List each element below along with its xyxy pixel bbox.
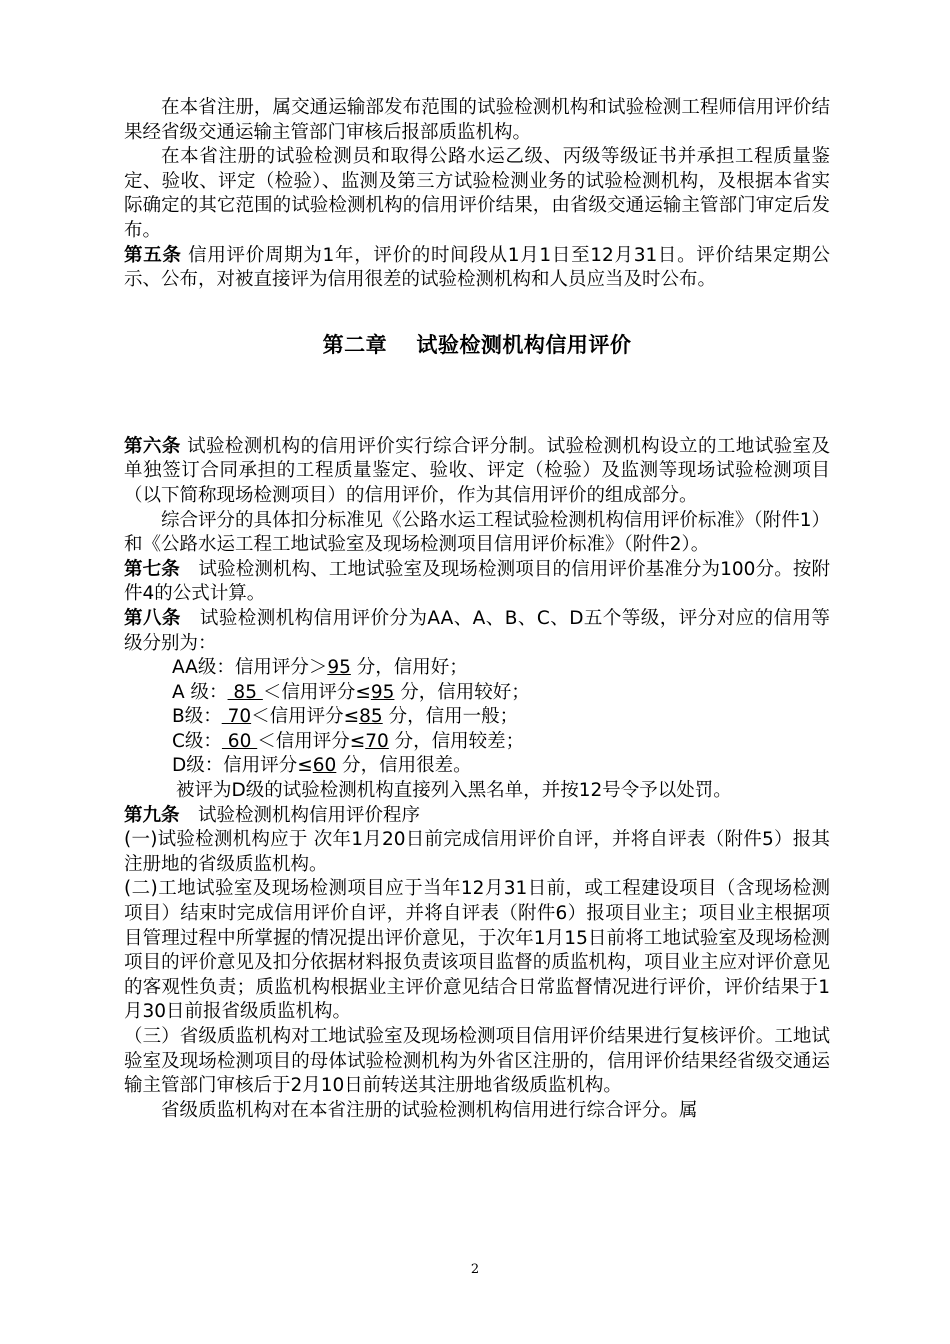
- level-c: C级： 60 ＜信用评分≤70 分，信用较差；: [172, 730, 525, 752]
- chapter-title: 第二章 试验检测机构信用评价: [322, 332, 632, 357]
- level-b: B级： 70＜信用评分≤85 分，信用一般；: [172, 706, 519, 728]
- article-5: [124, 244, 830, 293]
- article-8-text: 试验检测机构信用评价分为AA、A、B、C、D五个等级，评分对应的信用等级分别为：: [124, 607, 830, 654]
- article-8: [124, 607, 830, 656]
- article-6-text: 试验检测机构的信用评价实行综合评分制。试验检测机构设立的工地试验室及单独签订合同承担的工程质量鉴定、验收、评定（检验）及监测等现场试验检测项目（以下简称现场检测项目）的信用评价，作为其信用评价的组成部分。: [124, 435, 830, 506]
- article-6-label: 第六条: [124, 435, 181, 457]
- paragraph-scoring-standards: 综合评分的具体扣分标准见《公路水运工程试验检测机构信用评价标准》（附件1）和《公路水运工程工地试验室及现场检测项目信用评价标准》（附件2）。: [124, 509, 830, 556]
- paragraph-registration-province: 在本省注册的试验检测员和取得公路水运乙级、丙级等级证书并承担工程质量鉴定、验收、评定（检验）、监测及第三方试验检测业务的试验检测机构，及根据本省实际确定的其它范围的试验检测机构的信用评价结果，由省级交通运输主管部门审定后发布。: [124, 146, 830, 241]
- level-aa: AA级：信用评分＞95 分，信用好；: [172, 657, 468, 679]
- paragraph-comprehensive-scoring: 省级质监机构对在本省注册的试验检测机构信用进行综合评分。属: [161, 1099, 698, 1121]
- article-9: [124, 804, 830, 829]
- procedure-item-3: （三）省级质监机构对工地试验室及现场检测项目信用评价结果进行复核评价。工地试验室及现场检测项目的母体试验检测机构为外省区注册的，信用评价结果经省级交通运输主管部门审核后于2月10日前转送其注册地省级质监机构。: [124, 1026, 830, 1097]
- level-a: A 级： 85 ＜信用评分≤95 分，信用较好；: [172, 681, 530, 703]
- article-7-label: 第七条: [124, 558, 180, 580]
- procedure-item-2: (二)工地试验室及现场检测项目应于当年12月31日前，或工程建设项目（含现场检测项目）结束时完成信用评价自评，并将自评表（附件6）报项目业主；项目业主根据项目管理过程中所掌握的情况提出评价意见，于次年1月15日前将工地试验室及现场检测项目的评价意见及扣分依据材料报负责该项目监督的质监机构，项目业主应对评价意见的客观性负责；质监机构根据业主评价意见结合日常监督情况进行评价，评价结果于1月30日前报省级质监机构。: [124, 878, 830, 1023]
- article-8-label: 第八条: [124, 607, 181, 629]
- article-9-text: 试验检测机构信用评价程序: [179, 804, 421, 826]
- procedure-item-1: (一)试验检测机构应于 次年1月20日前完成信用评价自评，并将自评表（附件5）报其注册地的省级质监机构。: [124, 829, 830, 875]
- article-7-text: 试验检测机构、工地试验室及现场检测项目的信用评价基准分为100分。按附件4的公式计算。: [124, 558, 830, 605]
- article-5-label: 第五条: [124, 244, 182, 266]
- article-9-label: 第九条: [124, 804, 180, 826]
- paragraph-registration-ministry: 在本省注册，属交通运输部发布范围的试验检测机构和试验检测工程师信用评价结果经省级交通运输主管部门审核后报部质监机构。: [124, 97, 830, 143]
- paragraph-blacklist: 被评为D级的试验检测机构直接列入黑名单，并按12号令予以处罚。: [176, 780, 732, 802]
- page-number: 2: [470, 1262, 480, 1277]
- article-6: [124, 435, 830, 509]
- article-5-text: 信用评价周期为1年，评价的时间段从1月1日至12月31日。评价结果定期公示、公布，对被直接评为信用很差的试验检测机构和人员应当及时公布。: [124, 244, 830, 291]
- document-body: [124, 96, 830, 1123]
- level-d: D级：信用评分≤60 分，信用很差。: [172, 755, 472, 777]
- article-7: [124, 558, 830, 607]
